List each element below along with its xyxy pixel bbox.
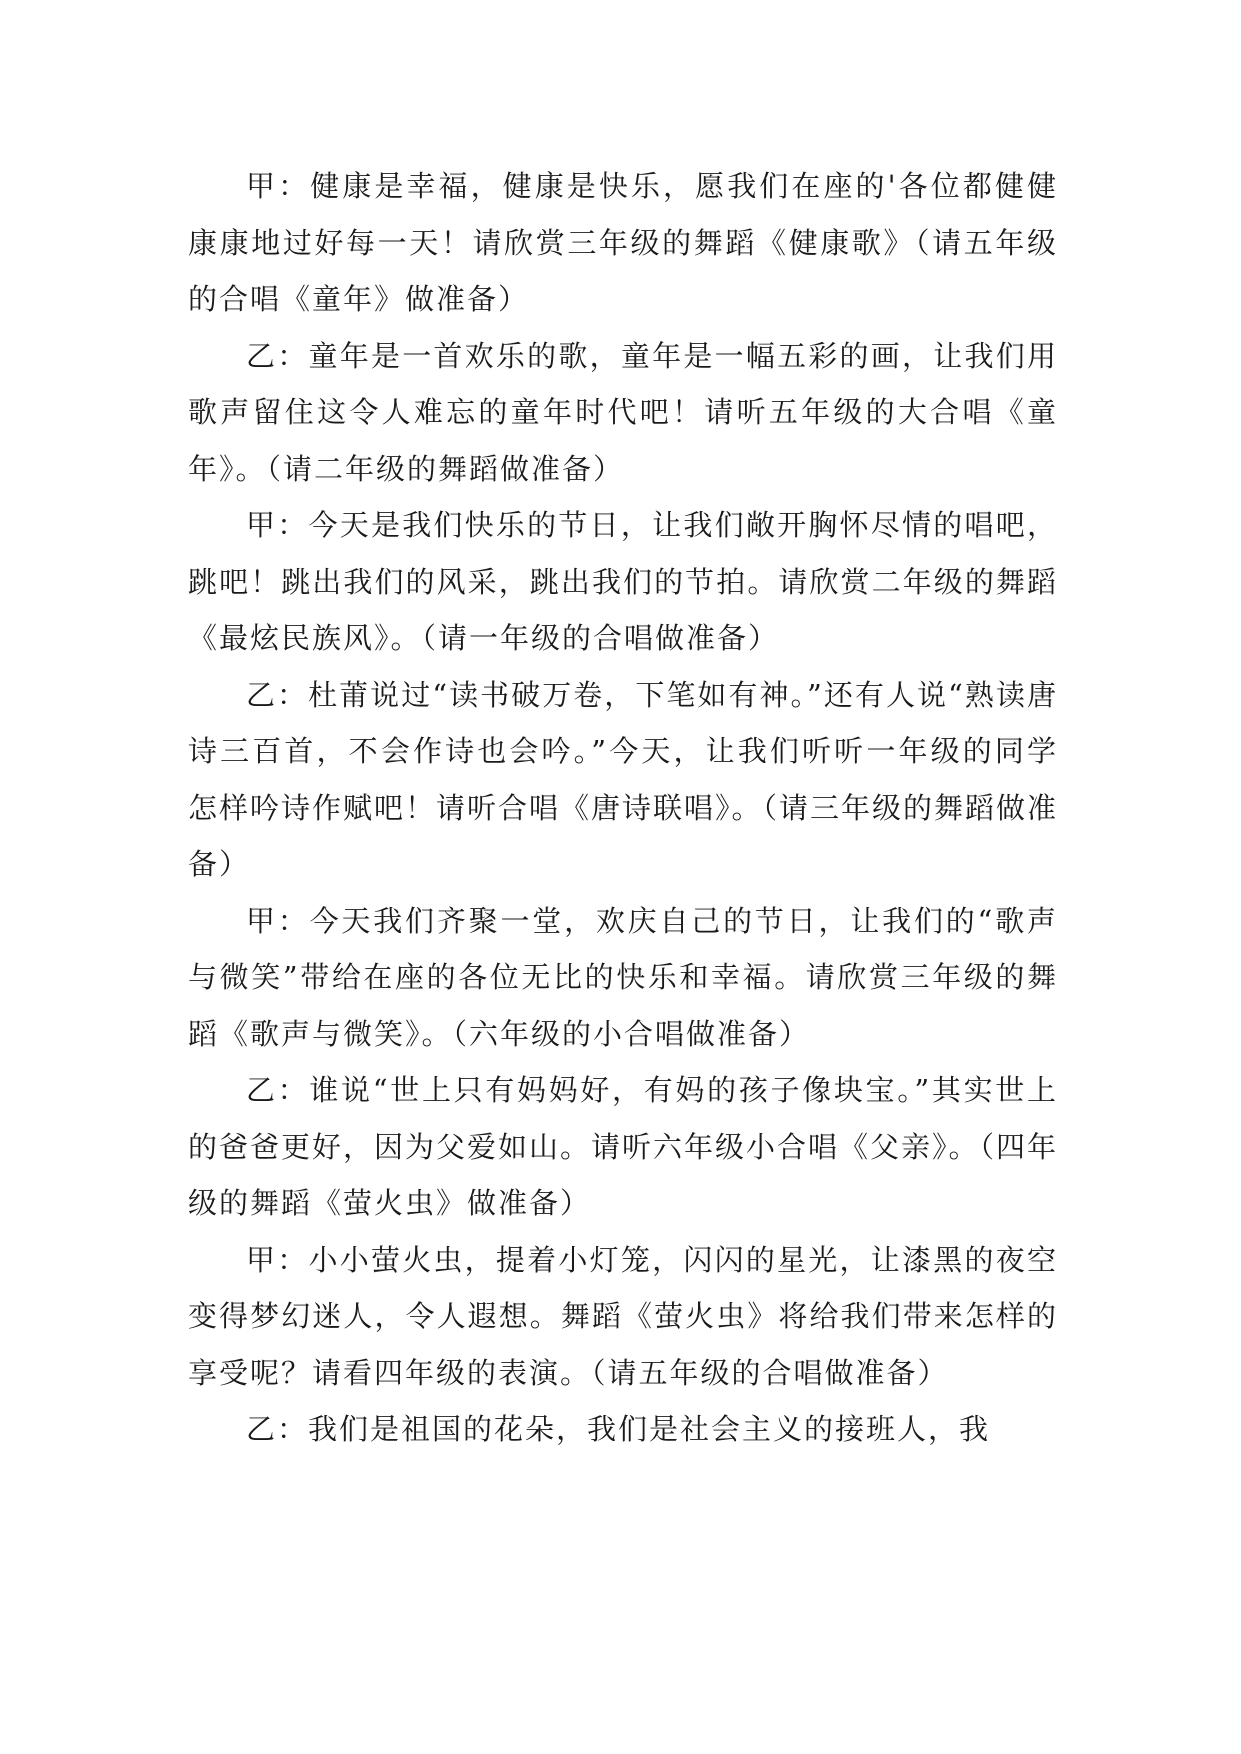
paragraph-1: 甲：健康是幸福，健康是快乐，愿我们在座的'各位都健健康康地过好每一天！请欣赏三年级的舞蹈《健康歌》（请五年级的合唱《童年》做准备）: [188, 169, 1058, 316]
paragraph-7: 甲：小小萤火虫，提着小灯笼，闪闪的星光，让漆黑的夜空变得梦幻迷人，令人遐想。舞蹈《萤火虫》将给我们带来怎样的享受呢？请看四年级的表演。（请五年级的合唱做准备）: [188, 1242, 1058, 1390]
paragraph-5: 甲：今天我们齐聚一堂，欢庆自己的节日，让我们的“歌声与微笑”带给在座的各位无比的快乐和幸福。请欣赏三年级的舞蹈《歌声与微笑》。（六年级的小合唱做准备）: [188, 903, 1058, 1051]
paragraph-8: 乙：我们是祖国的花朵，我们是社会主义的接班人，我: [246, 1412, 991, 1446]
paragraph-2: 乙：童年是一首欢乐的歌，童年是一幅五彩的画，让我们用歌声留住这令人难忘的童年时代吧！请听五年级的大合唱《童年》。（请二年级的舞蹈做准备）: [188, 338, 1058, 486]
paragraph-3: 甲：今天是我们快乐的节日，让我们敞开胸怀尽情的唱吧，跳吧！跳出我们的风采，跳出我们的节拍。请欣赏二年级的舞蹈《最炫民族风》。（请一年级的合唱做准备）: [188, 508, 1058, 655]
paragraph-4: 乙：杜莆说过“读书破万卷，下笔如有神。”还有人说“熟读唐诗三百首，不会作诗也会吟。”今天，让我们听听一年级的同学怎样吟诗作赋吧！请听合唱《唐诗联唱》。（请三年级的舞蹈做准备）: [188, 677, 1059, 881]
document-page: [188, 158, 1058, 1458]
paragraph-6: 乙：谁说“世上只有妈妈好，有妈的孩子像块宝。”其实世上的爸爸更好，因为父爱如山。请听六年级小合唱《父亲》。（四年级的舞蹈《萤火虫》做准备）: [188, 1073, 1059, 1220]
